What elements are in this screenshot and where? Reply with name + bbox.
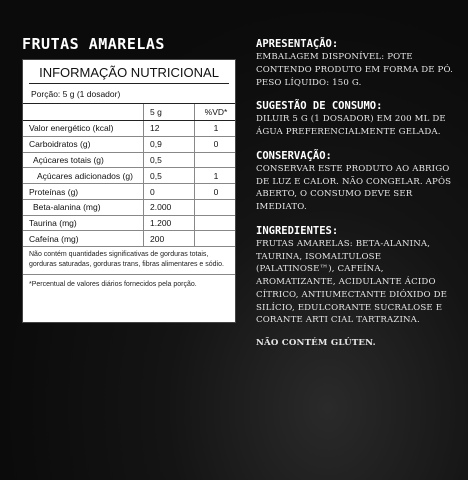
row-label: Valor energético (kcal) [23, 121, 144, 137]
header-amount: 5 g [144, 104, 195, 121]
row-vd: 1 [195, 168, 236, 184]
ingredients-section [256, 225, 456, 327]
row-amount: 1.200 [144, 215, 195, 231]
gluten-notice: NÃO CONTÉM GLÚTEN. [256, 338, 376, 348]
row-label: Cafeína (mg) [23, 231, 144, 247]
nutrition-heading: INFORMAÇÃO NUTRICIONAL [29, 60, 229, 84]
row-amount: 2.000 [144, 199, 195, 215]
row-amount: 0 [144, 184, 195, 200]
suggestion-section [256, 100, 456, 139]
row-label: Carboidratos (g) [23, 136, 144, 152]
nutrition-header-row [23, 104, 235, 121]
table-row [23, 231, 235, 247]
table-row [23, 215, 235, 231]
portion-size: Porção: 5 g (1 dosador) [23, 84, 235, 104]
presentation-title: APRESENTAÇÃO: [256, 38, 339, 50]
row-vd [195, 152, 236, 168]
row-amount: 0,9 [144, 136, 195, 152]
row-label: Proteínas (g) [23, 184, 144, 200]
conservation-body: CONSERVAR ESTE PRODUTO AO ABRIGO DE LUZ E CALOR. NÃO CONGELAR. APÓS ABERTO, O CONSUMO DEVE SER IMEDIATO. [256, 163, 452, 213]
header-blank [23, 104, 144, 121]
ingredients-title: INGREDIENTES: [256, 224, 339, 237]
presentation-body: EMBALAGEM DISPONÍVEL: POTE CONTENDO PRODUTO EM FORMA DE PÓ. PESO LÍQUIDO: 150 G. [256, 52, 454, 88]
nutrition-grid [23, 104, 235, 247]
row-vd: 1 [195, 121, 236, 137]
presentation-section [256, 38, 456, 89]
row-vd: 0 [195, 136, 236, 152]
flavor-title: FRUTAS AMARELAS [22, 35, 165, 53]
row-amount: 0,5 [144, 152, 195, 168]
row-amount: 12 [144, 121, 195, 137]
conservation-title: CONSERVAÇÃO: [256, 149, 332, 162]
row-label: Beta-alanina (mg) [23, 199, 144, 215]
table-row [23, 168, 235, 184]
conservation-section [256, 150, 456, 214]
vd-note: *Percentual de valores diários fornecidos pela porção. [29, 280, 197, 288]
nutrition-footnote: Não contém quantidades significativas de gorduras totais, gorduras saturadas, gorduras trans, fibras alimentares e sódio. [23, 247, 235, 274]
nutrition-facts-table [22, 59, 236, 323]
row-amount: 200 [144, 231, 195, 247]
row-vd [195, 199, 236, 215]
row-label: Taurina (mg) [23, 215, 144, 231]
row-label: Açúcares totais (g) [23, 152, 144, 168]
suggestion-title: SUGESTÃO DE CONSUMO: [256, 100, 383, 113]
table-row [23, 152, 235, 168]
row-amount: 0,5 [144, 168, 195, 184]
ingredients-body: FRUTAS AMARELAS: BETA-ALANINA, TAURINA, ISOMALTULOSE (PALATINOSE™), CAFEÍNA, AROMATIZANTE, ACIDULANTE ÁCIDO CÍTRICO, ANTIUMECTANTE DIÓXIDO DE SILÍCIO, EDULCORANTE SUCRALOSE E CORANTE ARTI CIAL TARTRAZINA. [256, 238, 448, 326]
suggestion-body: DILUIR 5 G (1 DOSADOR) EM 200 ML DE ÁGUA PREFERENCIALMENTE GELADA. [256, 114, 446, 138]
header-vd: %VD* [195, 104, 236, 121]
row-vd [195, 215, 236, 231]
table-row [23, 184, 235, 200]
row-label: Açúcares adicionados (g) [23, 168, 144, 184]
table-row [23, 199, 235, 215]
row-vd: 0 [195, 184, 236, 200]
table-row [23, 136, 235, 152]
row-vd [195, 231, 236, 247]
table-row [23, 121, 235, 137]
product-info-column [256, 38, 456, 348]
